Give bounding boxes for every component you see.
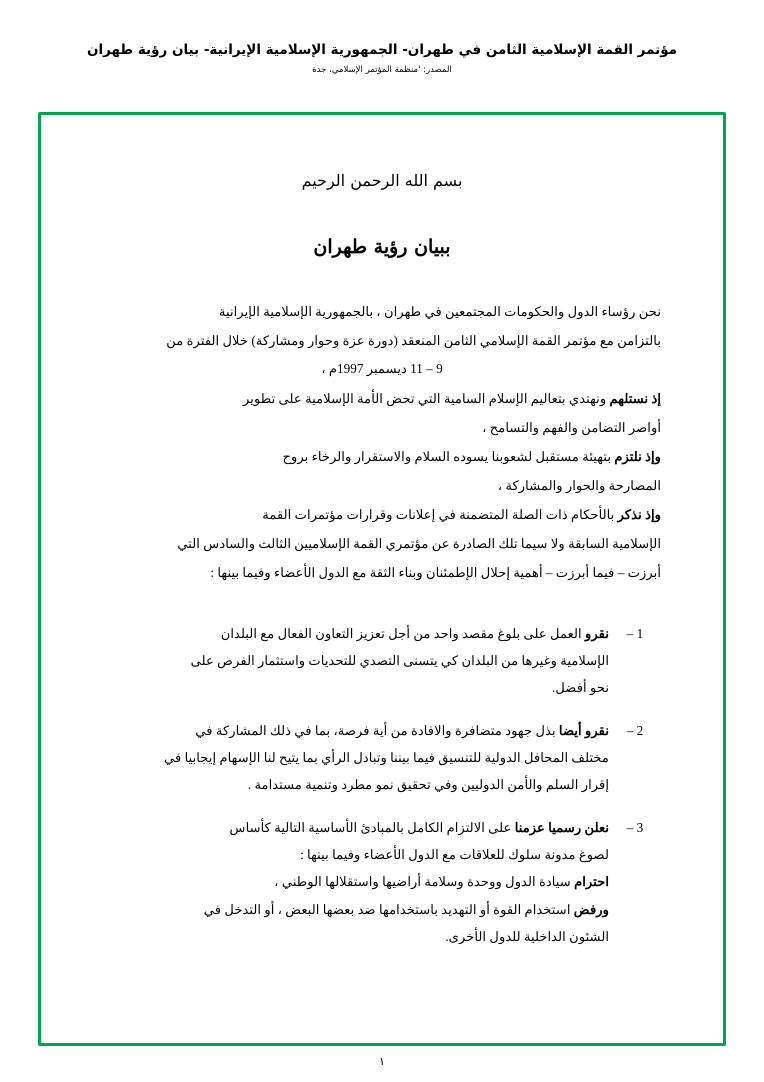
list-sub-item-line: الشئون الداخلية للدول الأخرى. bbox=[445, 928, 609, 944]
document-title: ببيان رؤية طهران bbox=[313, 236, 451, 258]
green-border-frame bbox=[38, 112, 726, 1046]
list-item-line: نحو أفضل. bbox=[552, 680, 609, 696]
intro-lead-3: إذ نستلهم bbox=[609, 390, 661, 406]
intro-lead-5: وإذ نذكر bbox=[617, 506, 661, 522]
document-header bbox=[0, 0, 764, 75]
list-item-lead: نعلن رسميا عزمنا bbox=[514, 820, 609, 836]
list-sub-item bbox=[103, 868, 609, 895]
list-item bbox=[103, 717, 661, 798]
intro-date-line: 9 – 11 ديسمبر 1997م ، bbox=[321, 361, 443, 377]
list-item-body bbox=[103, 814, 609, 949]
intro-paragraph-5 bbox=[103, 501, 661, 528]
list-item-lead: نقرو أيضا bbox=[558, 723, 609, 739]
intro-paragraph-5-cont-2: أبرزت – فيما أبرزت – أهمية إحلال الإطمئنان وبناء الثقة مع الدول الأعضاء وفيما بينها : bbox=[210, 564, 661, 580]
list-item-text: بذل جهود متضافرة والافادة من أية فرصة، بما في ذلك المشاركة في bbox=[195, 723, 556, 739]
intro-lead-4: وإذ نلتزم bbox=[614, 448, 661, 464]
intro-paragraph-3-cont: أواصر التضامن والفهم والتسامح ، bbox=[482, 419, 661, 435]
list-item-line: إقرار السلم والأمن الدوليين وفي تحقيق نمو مطرد وتنمية مستدامة . bbox=[247, 777, 609, 793]
list-item-number: 2 – bbox=[626, 723, 644, 739]
list-sub-item-lead: ورفض bbox=[573, 901, 609, 917]
list-item-body bbox=[103, 717, 609, 798]
document-body bbox=[41, 115, 723, 1043]
header-source: المصدر: 'منظمة المؤتمر الإسلامي، جدة bbox=[312, 64, 452, 75]
intro-text-4: بتهيئة مستقبل لشعوبنا يسوده السلام والاستقرار والرخاء بروح bbox=[282, 448, 612, 464]
basmala-line: بسم الله الرحمن الرحيم bbox=[301, 171, 463, 190]
list-item-body bbox=[103, 620, 609, 701]
list-item-line: الإسلامية وغيرها من البلدان كي يتسنى التصدي للتحديات واستثمار الفرص على bbox=[190, 653, 609, 669]
intro-block bbox=[103, 298, 661, 586]
list-sub-item-text: سيادة الدول ووحدة وسلامة أراضيها واستقلالها الوطني ، bbox=[274, 874, 571, 890]
list-item-number: 1 – bbox=[626, 625, 644, 641]
list-item-lead: نقرو bbox=[585, 625, 609, 641]
list-item-number: 3 – bbox=[626, 820, 644, 836]
intro-text-3: ونهتدي بتعاليم الإسلام السامية التي تحض الأمة الإسلامية على تطوير bbox=[243, 390, 607, 406]
intro-paragraph-4-cont: المصارحة والحوار والمشاركة ، bbox=[497, 477, 661, 493]
intro-paragraph-5-cont-1: الإسلامية السابقة ولا سيما تلك الصادرة عن مؤتمري القمة الإسلاميين الثالث والسادس التي bbox=[177, 535, 661, 551]
list-item-line: مختلف المحافل الدولية للتنسيق فيما بيننا وتبادل الرأي بما يتيح لنا الإسهام إيجابيا في bbox=[164, 750, 609, 766]
intro-paragraph-3 bbox=[103, 385, 661, 412]
intro-paragraph-2: بالتزامن مع مؤتمر القمة الإسلامي الثامن المنعقد (دورة عزة وحوار ومشاركة) خلال الفترة من bbox=[166, 333, 661, 349]
header-title: مؤتمر القمة الإسلامية الثامن في طهران- الجمهورية الإسلامية الإيرانية- بيان رؤية طهران bbox=[86, 42, 678, 58]
intro-paragraph-1: نحن رؤساء الدول والحكومات المجتمعين في طهران ، بالجمهورية الإسلامية الإيرانية bbox=[218, 304, 661, 319]
list-sub-item-lead: احترام bbox=[574, 874, 609, 890]
list-item bbox=[103, 814, 661, 949]
page-number: ١ bbox=[379, 1055, 385, 1068]
numbered-items-list bbox=[103, 620, 661, 950]
list-sub-item bbox=[103, 896, 609, 923]
list-item bbox=[103, 620, 661, 701]
intro-paragraph-4 bbox=[103, 443, 661, 470]
list-item-line: لصوغ مدونة سلوك للعلاقات مع الدول الأعضاء وفيما بينها : bbox=[300, 847, 609, 863]
list-sub-item-text: استخدام القوة أو التهديد باستخدامها ضد بعضها البعض ، أو التدخل في bbox=[203, 901, 571, 917]
list-item-text: العمل على بلوغ مقصد واحد من أجل تعزيز التعاون الفعال مع البلدان bbox=[220, 625, 582, 641]
list-item-text: على الالتزام الكامل بالمبادئ الأساسية التالية كأساس bbox=[229, 820, 512, 836]
intro-text-5: بالأحكام ذات الصلة المتضمنة في إعلانات وقرارات مؤتمرات القمة bbox=[262, 506, 615, 522]
